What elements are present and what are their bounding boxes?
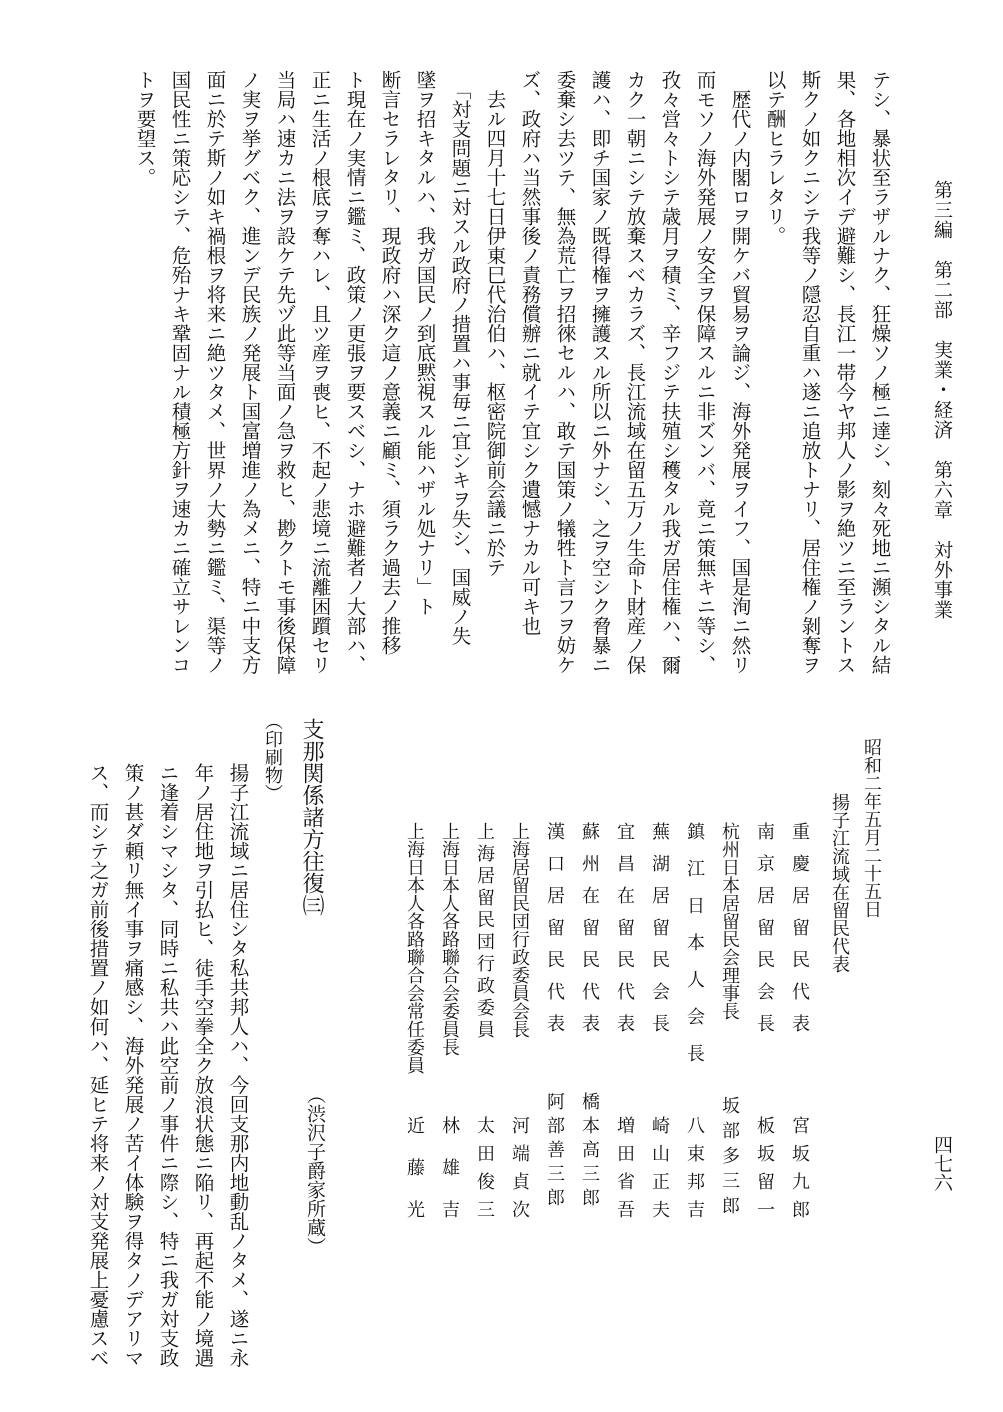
text-line: 斯クノ如クニシテ我等ノ隠忍自重ハ遂ニ追放トナリ、居住権ノ剝奪ヲ: [798, 70, 822, 675]
signatory-name: 近藤光: [404, 1116, 425, 1242]
signatory-role: 上海居留民団行政委員: [474, 822, 495, 1042]
text-line: 年ノ居住地ヲ引払ヒ、徒手空拳全ク放浪状態ニ陥リ、再起不能ノ境遇: [191, 763, 215, 1368]
signatory-role: 鎮江日本人会長: [684, 822, 705, 1081]
text-line: ト現在ノ実情ニ鑑ミ、政策ノ更張ヲ要スベシ、ナホ避難者ノ大部ハ、: [343, 70, 367, 675]
signatory-role: 重慶居留民代表: [789, 822, 810, 1046]
signatory-role: 上海日本人各路聯合会常任委員: [404, 822, 425, 1074]
header-volume: 第三編: [931, 180, 953, 240]
text-line: 歴代ノ内閣ロヲ開ケバ貿易ヲ論ジ、海外発展ヲイフ、国是洵ニ然リ: [728, 70, 752, 675]
page-number: 四七六: [931, 1135, 953, 1192]
document-title: [300, 718, 322, 916]
header-part: 第二部: [931, 260, 953, 320]
text-line: カク一朝ニシテ放棄スベカラズ、長江流域在留五万ノ生命ト財産ノ保: [623, 70, 647, 675]
signatory-name: 坂部多三郎: [719, 1096, 740, 1221]
signatory-name: 阿部善三郎: [544, 1092, 565, 1212]
date-line: 昭和二年五月二十五日: [861, 738, 882, 918]
text-line: 而モソノ海外発展ノ安全ヲ保障スルニ非ズンバ、竟ニ策無キニ等シ、: [693, 70, 717, 675]
text-line: 策ノ甚ダ頼リ無イ事ヲ痛感シ、海外発展ノ苦イ体験ヲ得タノデアリマ: [121, 763, 145, 1368]
text-line: 護ハ、即チ国家ノ既得権ヲ擁護スル所以ニ外ナシ、之ヲ空シク脅暴ニ: [588, 70, 612, 675]
running-header: [932, 180, 951, 620]
header-chapter: 第六章: [931, 460, 953, 520]
signatory-name: 林雄吉: [439, 1116, 460, 1242]
signatory-name: 崎山正夫: [649, 1116, 670, 1228]
printed-matter-label: （印刷物）: [262, 712, 283, 802]
text-line: 国民性ニ策応シテ、危殆ナキ鞏固ナル積極方針ヲ速カニ確立サレンコ: [168, 70, 192, 675]
text-line: 当局ハ速カニ法ヲ設ケテ先ヅ此等当面ノ急ヲ救ヒ、尠クトモ事後保障: [273, 70, 297, 675]
signatory-role: 上海日本人各路聯合会委員長: [439, 822, 460, 1056]
text-line: 以テ酬ヒラレタリ。: [763, 70, 787, 246]
signatory-role: 蕪湖居留民会長: [649, 822, 670, 1046]
signatory-role: 上海居留民団行政委員会長: [509, 822, 530, 1038]
text-line: 果、各地相次イデ避難シ、長江一帯今ヤ邦人ノ影ヲ絶ツニ至ラントス: [833, 70, 857, 675]
text-line: 委棄シ去ツテ、無為荒亡ヲ招徠セルハ、敢テ国策ノ犠牲ト言フヲ妨ケ: [553, 70, 577, 675]
text-line: ノ実ヲ挙グベク、進ンデ民族ノ発展ト国富増進ノ為メニ、特ニ中支方: [238, 70, 262, 675]
signatory-role: 蘇州在留民代表: [579, 822, 600, 1046]
text-line: 「対支問題ニ対スル政府ノ措置ハ事毎ニ宜シキヲ失シ、国威ノ失: [448, 70, 472, 646]
signatory-role: 杭州日本居留民会理事長: [719, 822, 740, 1020]
text-line: トヲ要望ス。: [133, 70, 157, 187]
text-line: 孜々営々トシテ歳月ヲ積ミ、辛フジテ扶殖シ穫タル我ガ居住権ハ、爾: [658, 70, 682, 675]
signatory-role: 漢口居留民代表: [544, 822, 565, 1046]
text-line: 墜ヲ招キタルハ、我ガ国民ノ到底黙視スル能ハザル処ナリ」ト: [413, 70, 437, 616]
text-line: 揚子江流域ニ居住シタ私共邦人ハ、今回支那内地動乱ノタメ、遂ニ永: [226, 763, 250, 1368]
text-line: ズ、政府ハ当然事後ノ責務償辦ニ就イテ宜シク遺憾ナカル可キ也: [518, 70, 542, 636]
header-chapter-title: 対外事業: [931, 540, 953, 620]
group-title: 揚子江流域在留民代表: [829, 793, 850, 973]
document-title-text: 支那関係諸方往復: [299, 718, 324, 894]
signatory-name: 八束邦吉: [684, 1116, 705, 1228]
signatory-name: 増田省吾: [614, 1116, 635, 1228]
signatory-name: 宮坂九郎: [789, 1116, 810, 1228]
text-line: 面ニ於テ斯ノ如キ禍根ヲ将来ニ絶ツタメ、世界ノ大勢ニ鑑ミ、渠等ノ: [203, 70, 227, 675]
signatory-name: 橋本高三郎: [579, 1092, 600, 1212]
text-line: ニ逢着シマシタ、同時ニ私共ハ此空前ノ事件ニ際シ、特ニ我ガ対支政: [156, 763, 180, 1368]
text-line: 正ニ生活ノ根底ヲ奪ハレ、且ツ産ヲ喪ヒ、不起ノ悲境ニ流離困躓セリ: [308, 70, 332, 675]
signatory-name: 河端貞次: [509, 1116, 530, 1228]
text-line: テシ、暴状至ラザルナク、狂燥ソノ極ニ達シ、刻々死地ニ瀕シタル結: [868, 70, 892, 675]
source-note: （渋沢子爵家所蔵）: [304, 1085, 326, 1256]
signatory-name: 板坂留一: [754, 1116, 775, 1228]
text-line: 去ル四月十七日伊東巳代治伯ハ、枢密院御前会議ニ於テ: [483, 70, 507, 577]
text-line: 断言セラレタリ、現政府ハ深ク這ノ意義ニ顧ミ、須ラク過去ノ推移: [378, 70, 402, 655]
header-section: 実業・経済: [931, 340, 953, 440]
signatory-name: 太田俊三: [474, 1116, 495, 1228]
signatory-role: 宜昌在留民代表: [614, 822, 635, 1046]
document-number: ㈢: [299, 894, 324, 916]
signatory-role: 南京居留民会長: [754, 822, 775, 1046]
text-line: ス、而シテ之ガ前後措置ノ如何ハ、延ヒテ将来ノ対支発展上憂慮スベ: [86, 763, 110, 1368]
